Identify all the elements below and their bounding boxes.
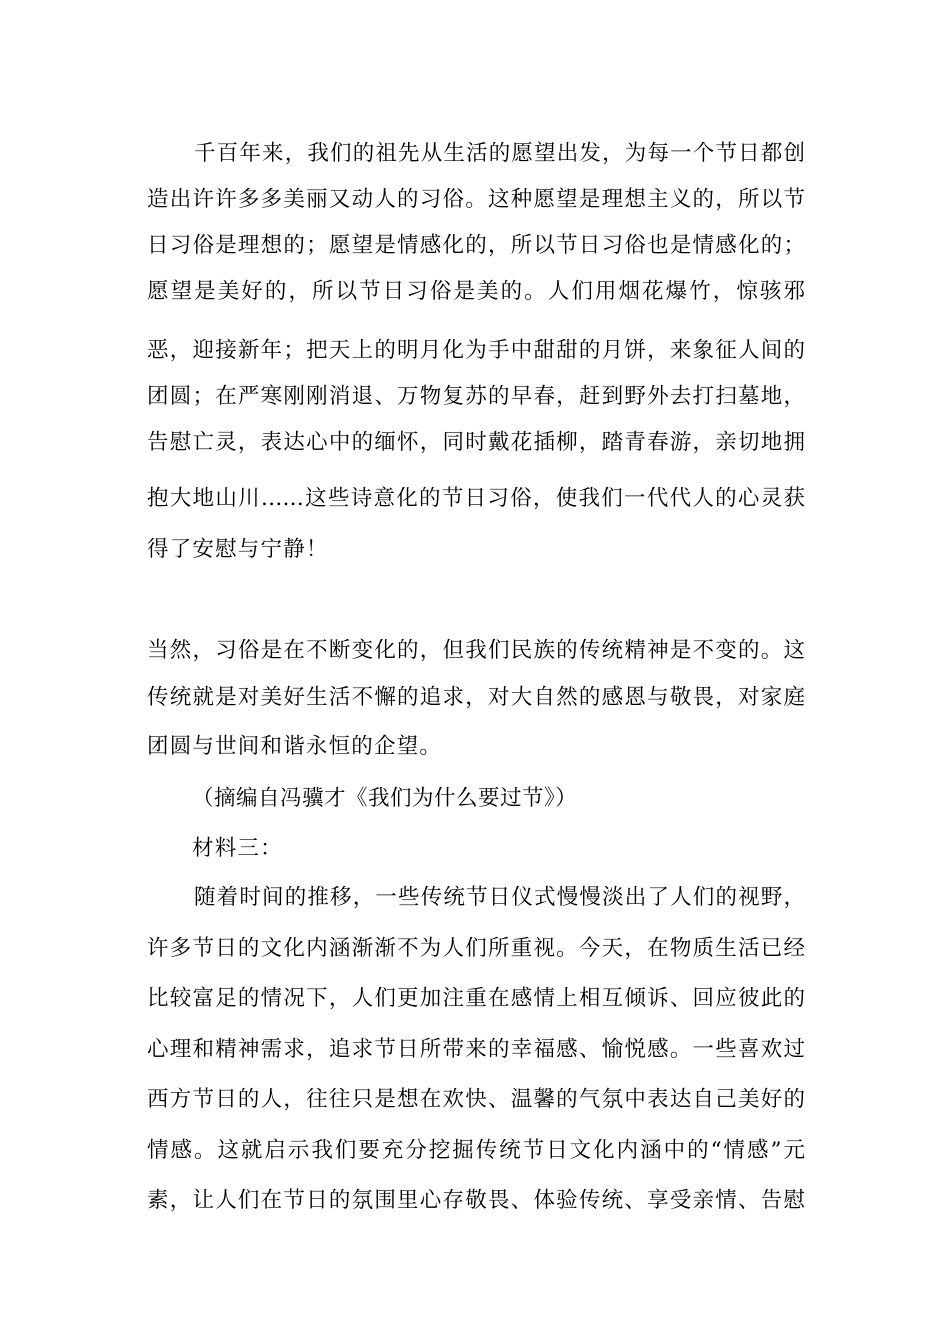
paragraph-line: 团圆；在严寒刚刚消退、万物复苏的早春，赶到野外去打扫墓地， [147,384,805,409]
paragraph-line: 素，让人们在节日的氛围里心存敬畏、体验传统、享受亲情、告慰 [147,1188,805,1213]
paragraph-line: 心理和精神需求，追求节日所带来的幸福感、愉悦感。一些喜欢过 [147,1037,805,1062]
paragraph-line: 日习俗是理想的；愿望是情感化的，所以节日习俗也是情感化的； [147,233,805,258]
paragraph-line: 造出许许多多美丽又动人的习俗。这种愿望是理想主义的，所以节 [147,187,805,212]
paragraph-line: 抱大地山川……这些诗意化的节日习俗，使我们一代代人的心灵获 [147,486,805,511]
paragraph-line: 比较富足的情况下，人们更加注重在感情上相互倾诉、回应彼此的 [147,986,805,1011]
paragraph-line: 恶，迎接新年；把天上的明月化为手中甜甜的月饼，来象征人间的 [147,338,805,363]
paragraph-line: 愿望是美好的，所以节日习俗是美的。人们用烟花爆竹，惊骇邪 [147,279,805,304]
paragraph-line: 当然，习俗是在不断变化的，但我们民族的传统精神是不变的。这 [147,638,805,663]
paragraph-line: 团圆与世间和谐永恒的企望。 [147,734,443,759]
paragraph-line: 西方节日的人，往往只是想在欢快、温馨的气氛中表达自己美好的 [147,1087,805,1112]
paragraph-line: 情感。这就启示我们要充分挖掘传统节日文化内涵中的“情感”元 [147,1138,805,1163]
paragraph-line: 传统就是对美好生活不懈的追求，对大自然的感恩与敬畏，对家庭 [147,685,805,710]
paragraph-line: 许多节日的文化内涵渐渐不为人们所重视。今天，在物质生活已经 [147,936,805,961]
source-citation: （摘编自冯骥才《我们为什么要过节》） [192,786,578,811]
paragraph-line: 得了安慰与宁静！ [147,537,329,562]
paragraph-line: 告慰亡灵，表达心中的缅怀，同时戴花插柳，踏青春游，亲切地拥 [147,430,805,455]
paragraph-line: 千百年来，我们的祖先从生活的愿望出发，为每一个节日都创 [194,141,805,166]
material-heading: 材料三： [192,836,283,861]
paragraph-line: 随着时间的推移，一些传统节日仪式慢慢淡出了人们的视野， [194,885,805,910]
